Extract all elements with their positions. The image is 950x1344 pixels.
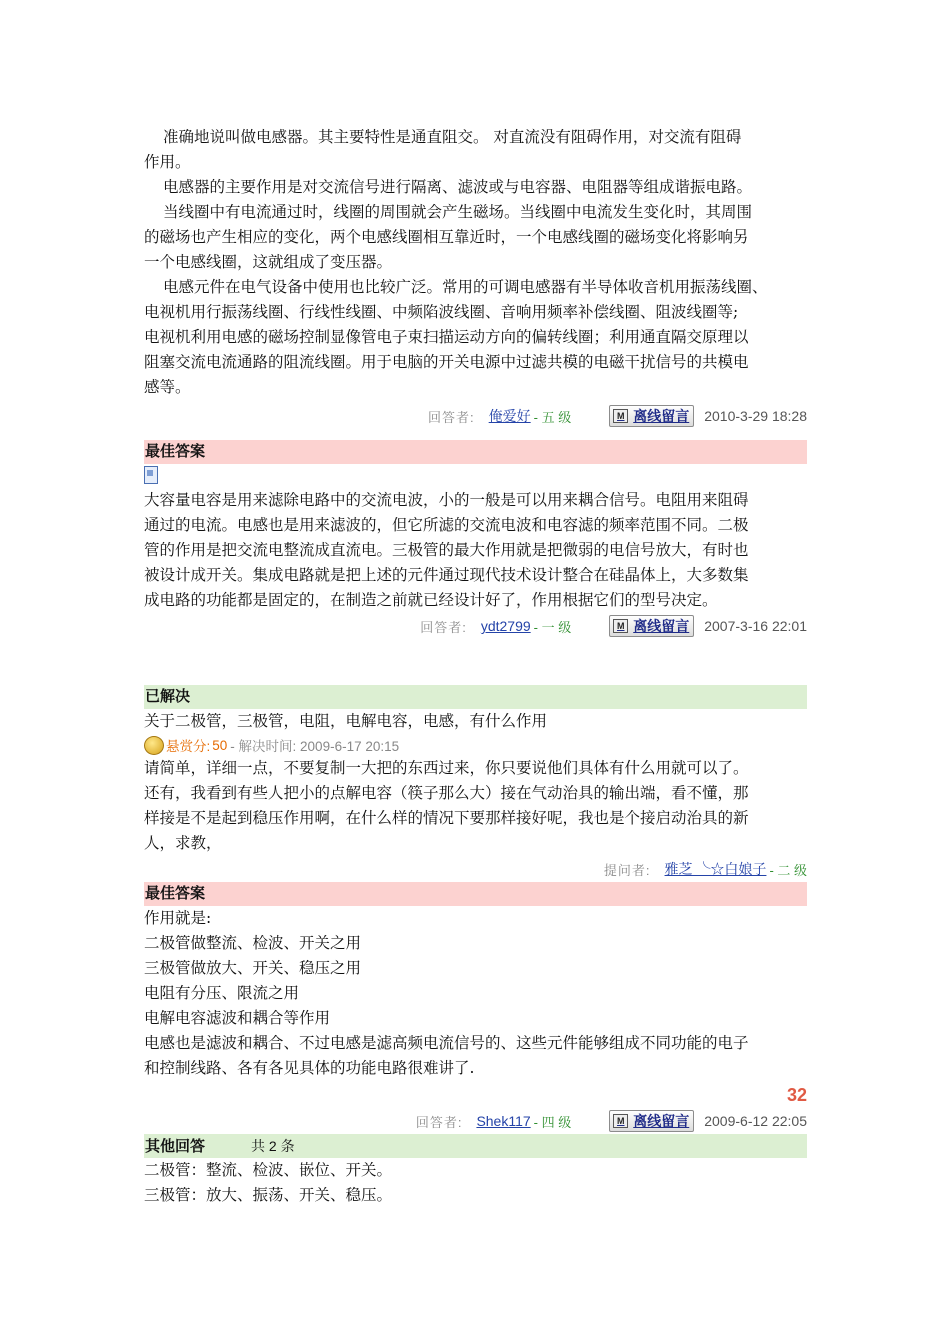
answerer-link[interactable]: 俺爱好 xyxy=(488,408,531,424)
paragraph: 准确地说叫做电感器。其主要特性是通直阻交。 对直流没有阻碍作用，对交流有阻碍 xyxy=(163,128,742,146)
coin-icon xyxy=(144,736,164,755)
answer-meta xyxy=(144,404,807,428)
paragraph: 大容量电容是用来滤除电路中的交流电波，小的一般是可以用来耦合信号。电阻用来阻碍 xyxy=(144,491,749,509)
asker-level: - 二 级 xyxy=(769,862,807,878)
other-answers-header xyxy=(144,1134,807,1158)
offline-message-label: 离线留言 xyxy=(633,1113,690,1129)
answerer-label: 回答者: xyxy=(415,1114,463,1130)
best-answer-2 xyxy=(144,882,807,1133)
message-icon: M xyxy=(613,409,628,423)
asker-label: 提问者: xyxy=(603,862,651,878)
answerer-level: - 五 级 xyxy=(533,409,572,425)
answerer-link[interactable]: ydt2799 xyxy=(480,618,531,634)
best-answer-header: 最佳答案 xyxy=(144,882,807,906)
paragraph: 电阻有分压、限流之用 xyxy=(144,984,300,1002)
paragraph: 二极管：整流、检波、嵌位、开关。 xyxy=(144,1161,393,1179)
answerer-label: 回答者: xyxy=(420,619,467,635)
answer-1 xyxy=(144,0,807,428)
paragraph: 通过的电流。电感也是用来滤波的，但它所滤的交流电波和电容滤的频率范围不同。二极 xyxy=(144,516,749,534)
paragraph: 电解电容滤波和耦合等作用 xyxy=(144,1009,331,1027)
asker-link[interactable]: 雅芝 ╰☆白娘子 xyxy=(664,861,767,877)
offline-message-label: 离线留言 xyxy=(633,618,690,634)
paragraph: 管的作用是把交流电整流成直流电。三极管的最大作用就是把微弱的电信号放大，有时也 xyxy=(144,541,749,559)
paragraph: 样接是不是起到稳压作用啊，在什么样的情况下要那样接好呢，我也是个接启动治具的新 xyxy=(144,809,749,827)
paragraph: 电视机利用电感的磁场控制显像管电子束扫描运动方向的偏转线圈；利用通直隔交原理以 xyxy=(144,328,749,346)
paragraph: 人，求教， xyxy=(144,834,222,852)
solved-time: - 解决时间: 2009-6-17 20:15 xyxy=(230,739,400,754)
answerer-level: - 一 级 xyxy=(533,619,572,635)
reward-label: 悬赏分: xyxy=(166,739,211,754)
solved-header: 已解决 xyxy=(144,685,807,709)
count-suffix: 条 xyxy=(280,1138,295,1154)
paragraph: 感等。 xyxy=(144,378,191,396)
paragraph: 还有，我看到有些人把小的点解电容（筷子那么大）接在气动治具的输出端，看不懂，那 xyxy=(144,784,749,802)
paragraph: 三极管做放大、开关、稳压之用 xyxy=(144,959,362,977)
paragraph: 当线圈中有电流通过时，线圈的周围就会产生磁场。当线圈中电流发生变化时，其周围 xyxy=(163,203,753,221)
reward-value: 50 xyxy=(212,737,228,753)
asker-meta xyxy=(144,857,807,881)
score-value: 32 xyxy=(786,1085,807,1105)
offline-message-button[interactable] xyxy=(609,615,694,637)
paragraph: 请简单，详细一点，不要复制一大把的东西过来，你只要说他们具体有什么用就可以了。 xyxy=(144,759,749,777)
question-title: 关于二极管，三极管，电阻，电解电容，电感，有什么作用 xyxy=(144,712,548,730)
paragraph: 的磁场也产生相应的变化，两个电感线圈相互靠近时，一个电感线圈的磁场变化将影响另 xyxy=(144,228,749,246)
best-answer-header: 最佳答案 xyxy=(144,440,807,464)
paragraph: 电感也是滤波和耦合、不过电感是滤高频电流信号的、这些元件能够组成不同功能的电子 xyxy=(144,1034,749,1052)
answer-date: 2010-3-29 18:28 xyxy=(704,408,807,424)
reward-line xyxy=(144,734,807,756)
answerer-link[interactable]: Shek117 xyxy=(476,1113,531,1129)
question-block xyxy=(144,685,807,881)
answer-meta xyxy=(144,614,807,638)
paragraph: 作用就是: xyxy=(144,909,212,927)
answer-count xyxy=(251,1138,295,1154)
paragraph: 电感元件在电气设备中使用也比较广泛。常用的可调电感器有半导体收音机用振荡线圈、 xyxy=(163,278,768,296)
other-answers xyxy=(144,1134,807,1208)
answer-date: 2009-6-12 22:05 xyxy=(704,1113,807,1129)
paragraph: 和控制线路、各有各见具体的功能电路很难讲了. xyxy=(144,1059,475,1077)
paragraph: 成电路的功能都是固定的，在制造之前就已经设计好了，作用根据它们的型号决定。 xyxy=(144,591,718,609)
count-number: 2 xyxy=(268,1138,277,1154)
document-content xyxy=(144,0,807,1208)
best-answer-1 xyxy=(144,440,807,638)
message-icon: M xyxy=(613,619,628,633)
paragraph: 被设计成开关。集成电路就是把上述的元件通过现代技术设计整合在硅晶体上，大多数集 xyxy=(144,566,749,584)
paragraph: 一个电感线圈，这就组成了变压器。 xyxy=(144,253,393,271)
paragraph: 阻塞交流电流通路的阻流线圈。用于电脑的开关电源中过滤共模的电磁干扰信号的共模电 xyxy=(144,353,749,371)
message-icon: M xyxy=(613,1114,628,1128)
count-prefix: 共 xyxy=(251,1138,266,1154)
offline-message-label: 离线留言 xyxy=(633,408,690,424)
answer-meta xyxy=(144,1109,807,1133)
offline-message-button[interactable] xyxy=(609,1110,694,1132)
paragraph: 二极管做整流、检波、开关之用 xyxy=(144,934,362,952)
paragraph: 作用。 xyxy=(144,153,191,171)
paragraph: 三极管：放大、振荡、开关、稳压。 xyxy=(144,1186,393,1204)
answerer-label: 回答者: xyxy=(428,409,475,425)
offline-message-button[interactable] xyxy=(609,405,694,427)
other-answers-title: 其他回答 xyxy=(145,1138,206,1155)
answerer-level: - 四 级 xyxy=(533,1114,572,1130)
paragraph: 电感器的主要作用是对交流信号进行隔离、滤波或与电容器、电阻器等组成谐振电路。 xyxy=(163,178,753,196)
mobile-icon[interactable] xyxy=(144,466,158,484)
answer-date: 2007-3-16 22:01 xyxy=(704,618,807,634)
paragraph: 电视机用行振荡线圈、行线性线圈、中频陷波线圈、音响用频率补偿线圈、阻波线圈等; xyxy=(144,303,739,321)
